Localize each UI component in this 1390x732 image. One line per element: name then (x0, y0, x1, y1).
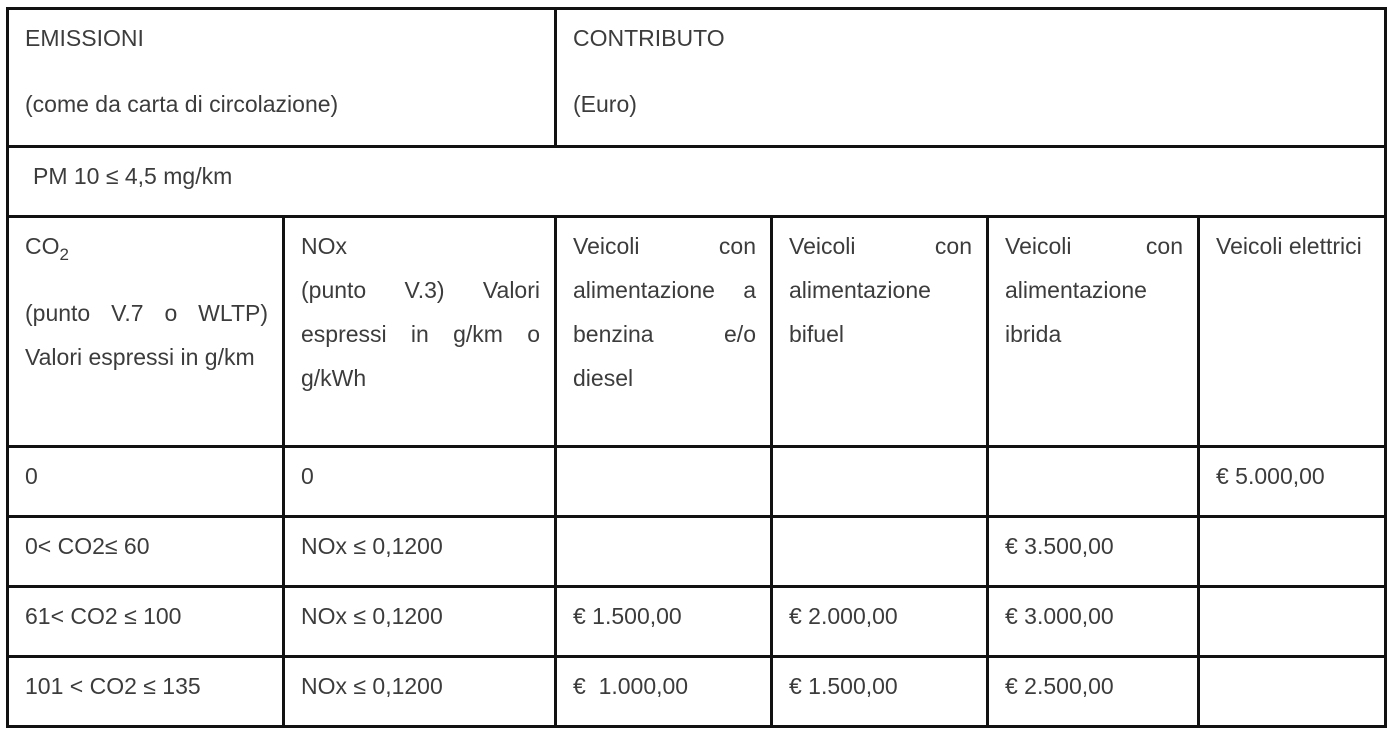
bifuel-header-cell: Veicoli con alimentazione bifuel (772, 217, 988, 447)
co2-cell: 0< CO2≤ 60 (8, 517, 284, 587)
hybrid-cell (988, 447, 1199, 517)
table-row (8, 657, 1386, 727)
co2-cell: 0 (8, 447, 284, 517)
emissions-header-cell (8, 9, 556, 147)
emissions-note: (come da carta di circolazione) (25, 91, 339, 117)
electric-cell (1199, 517, 1386, 587)
contribution-title: CONTRIBUTO (573, 25, 725, 51)
electric-cell (1199, 657, 1386, 727)
petrol-cell (556, 517, 772, 587)
electric-cell (1199, 587, 1386, 657)
table-row (8, 517, 1386, 587)
bifuel-cell: € 1.500,00 (772, 657, 988, 727)
hybrid-cell: € 3.500,00 (988, 517, 1199, 587)
table-row (8, 587, 1386, 657)
co2-cell: 101 < CO2 ≤ 135 (8, 657, 284, 727)
header-row (8, 9, 1386, 147)
pm-cell: PM 10 ≤ 4,5 mg/km (8, 147, 1386, 217)
hybrid-header-cell: Veicoli con alimentazione ibrida (988, 217, 1199, 447)
hybrid-cell: € 3.000,00 (988, 587, 1199, 657)
bifuel-cell: € 2.000,00 (772, 587, 988, 657)
emissions-title: EMISSIONI (25, 25, 144, 51)
nox-header-cell (284, 217, 556, 447)
contribution-header-cell (556, 9, 1386, 147)
bifuel-cell (772, 517, 988, 587)
nox-cell: NOx ≤ 0,1200 (284, 517, 556, 587)
pm-row (8, 147, 1386, 217)
nox-cell: NOx ≤ 0,1200 (284, 587, 556, 657)
table-row (8, 447, 1386, 517)
petrol-cell: € 1.500,00 (556, 587, 772, 657)
co2-cell: 61< CO2 ≤ 100 (8, 587, 284, 657)
bifuel-cell (772, 447, 988, 517)
petrol-header-cell: Veicoli con alimentazione a benzina e/o diesel (556, 217, 772, 447)
nox-cell: NOx ≤ 0,1200 (284, 657, 556, 727)
contribution-note: (Euro) (573, 91, 637, 117)
nox-note: (punto V.3) Valori espressi in g/km o g/kWh (301, 277, 540, 391)
petrol-cell: € 1.000,00 (556, 657, 772, 727)
petrol-cell (556, 447, 772, 517)
incentive-table (6, 7, 1387, 728)
electric-header-cell: Veicoli elettrici (1199, 217, 1386, 447)
electric-cell: € 5.000,00 (1199, 447, 1386, 517)
co2-label: $CO_2$ (25, 233, 69, 264)
co2-note: (punto V.7 o WLTP) Valori espressi in g/km (25, 300, 268, 370)
subheader-row (8, 217, 1386, 447)
nox-cell: 0 (284, 447, 556, 517)
nox-label: NOx (301, 233, 347, 259)
hybrid-cell: € 2.500,00 (988, 657, 1199, 727)
co2-header-cell (8, 217, 284, 447)
